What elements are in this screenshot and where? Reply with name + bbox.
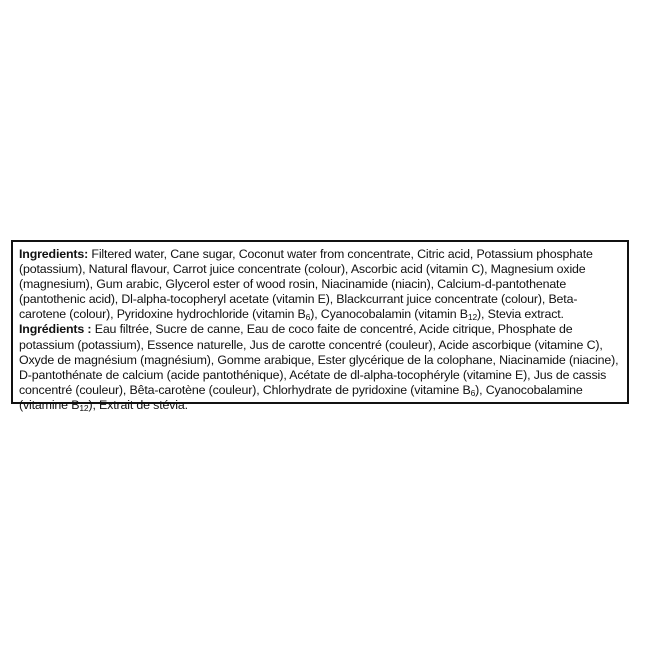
ingredients-label xyxy=(11,240,629,413)
ingredients-text-french-part-2: ), Cyanocobalamine (vitamine B xyxy=(19,382,583,412)
vitamin-b6-subscript-french: 6 xyxy=(470,387,476,398)
ingredients-text-french-part-3: ), Extrait de stévia. xyxy=(88,397,188,412)
vitamin-b12-subscript-french: 12 xyxy=(79,402,89,413)
vitamin-b6-subscript-english: 6 xyxy=(305,312,311,323)
ingredients-english xyxy=(19,247,621,322)
ingredients-heading-french: Ingrédients : xyxy=(19,322,92,337)
ingredients-text-english-part-2: ), Cyanocobalamin (vitamin B xyxy=(310,307,468,322)
ingredients-french xyxy=(19,322,621,413)
vitamin-b12-subscript-english: 12 xyxy=(467,312,478,323)
ingredients-text-french-part-1: Eau filtrée, Sucre de canne, Eau de coco faite de concentré, Acide citrique, Phosphate de potassium (potassium), Essence naturelle, Jus de carotte concentré (couleur), Acide ascorbique (vitamine C), Oxyde de magnésium (magnésium), Gomme arabique, Ester glycérique de la colophane, Niacinamide (niacine), D-pantothénate de calcium (acide pantothénique), Acétate de dl-alpha-tocophéryle (vitamine E), Jus de cassis concentré (couleur), Bêta-carotène (couleur), Chlorhydrate de pyridoxine (vitamine B xyxy=(19,322,619,397)
ingredients-heading-english: Ingredients: xyxy=(19,247,89,261)
ingredients-text-english-part-1: Filtered water, Cane sugar, Coconut water from concentrate, Citric acid, Potassium phosphate (potassium), Natural flavour, Carrot juice concentrate (colour), Ascorbic acid (vitamin C), Magnesium oxide (magnesium), Gum arabic, Glycerol ester of wood rosin, Niacinamide (niacin), Calcium-d-pantothenate (pantothenic acid), Dl-alpha-tocopheryl acetate (vitamin E), Blackcurrant juice concentrate (colour), Beta-carotene (colour), Pyridoxine hydrochloride (vitamin B xyxy=(19,247,593,322)
ingredients-text-english-part-3: ), Stevia extract. xyxy=(477,307,564,322)
